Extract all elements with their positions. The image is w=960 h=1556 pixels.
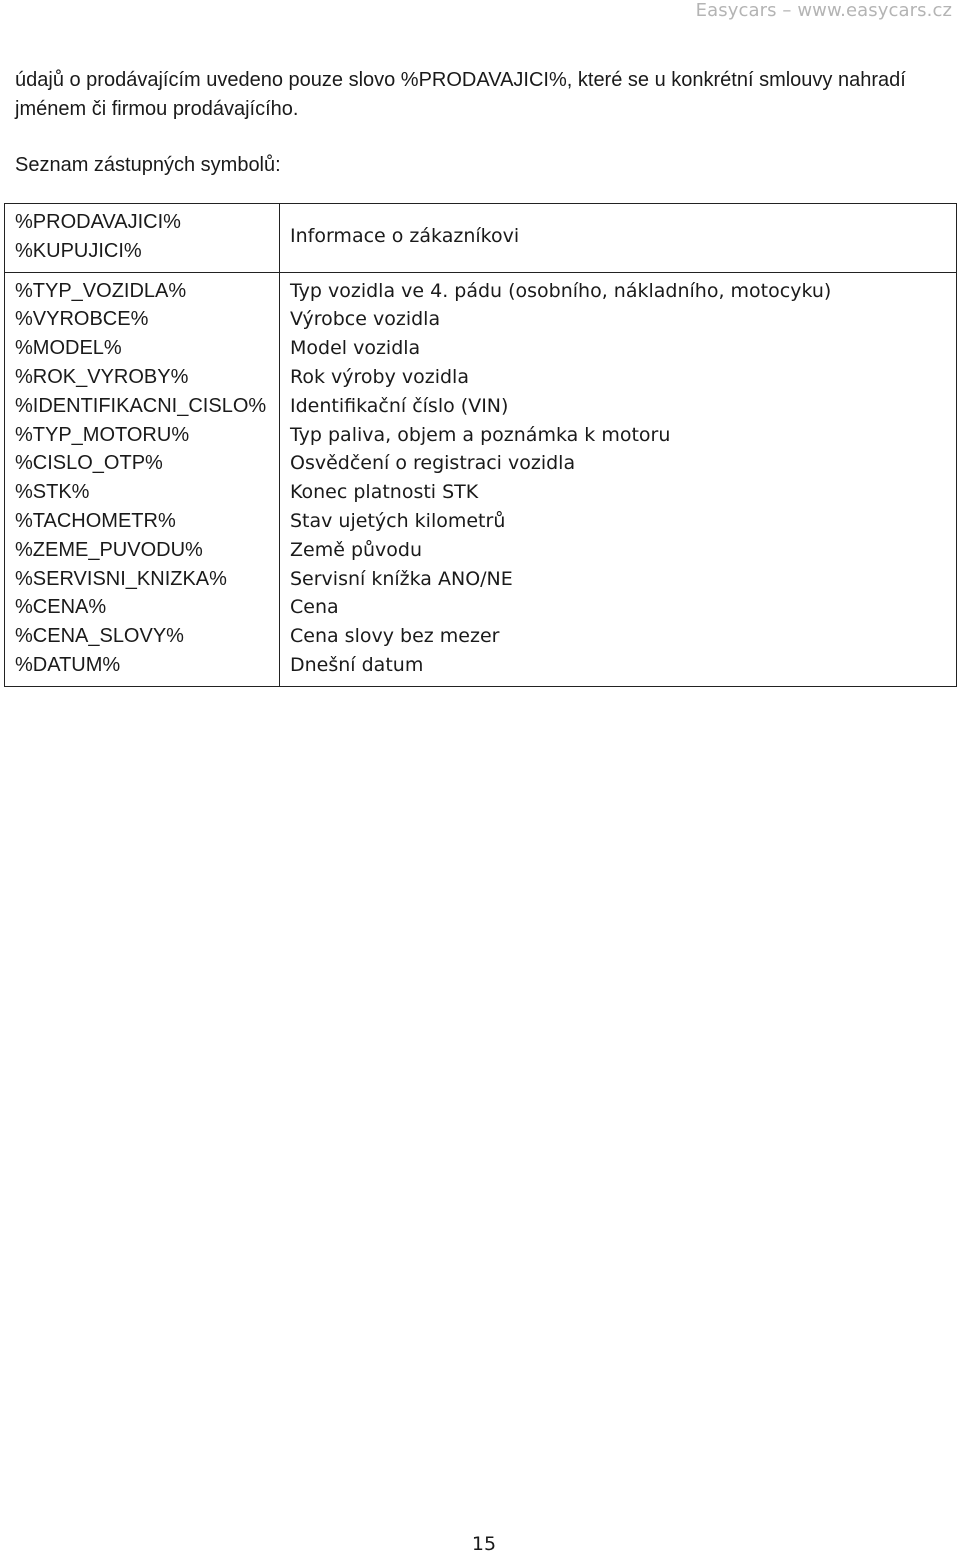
symbol-identifikacni-cislo: %IDENTIFIKACNI_CISLO% [15,394,267,417]
page-header: Easycars – www.easycars.cz [695,0,952,21]
description-servisni-knizka: Servisní knížka ANO/NE [290,567,513,590]
symbols-list-heading: Seznam zástupných symbolů: [15,154,281,176]
description-stk: Konec platnosti STK [290,481,479,504]
description-zeme-puvodu: Země původu [290,538,423,561]
description-tachometr: Stav ujetých kilometrů [290,509,506,532]
description-cell [280,272,957,686]
description-cislo-otp: Osvědčení o registraci vozidla [290,452,576,475]
symbol-cell [5,204,280,273]
table-row-prodavajici-kupujici [5,204,957,273]
table-row-vehicle-details [5,272,957,686]
symbol-typ-vozidla: %TYP_VOZIDLA% [15,279,187,302]
symbol-rok-vyroby: %ROK_VYROBY% [15,365,189,388]
symbol-cell [5,272,280,686]
description-customer-info: Informace o zákazníkovi [290,225,520,248]
description-cell [280,204,957,273]
symbol-model: %MODEL% [15,337,122,360]
symbol-zeme-puvodu: %ZEME_PUVODU% [15,538,203,561]
symbol-prodavajici: %PRODAVAJICI% [15,211,181,233]
description-rok-vyroby: Rok výroby vozidla [290,365,469,388]
description-typ-vozidla: Typ vozidla ve 4. pádu (osobního, nákladního, motocyku) [290,279,832,302]
intro-paragraph: údajů o prodávajícím uvedeno pouze slovo %PRODAVAJICI%, které se u konkrétní smlouvy nahradí jménem či firmou prodávajícího. [15,69,906,120]
description-model: Model vozidla [290,337,421,360]
symbols-table [4,203,957,687]
symbol-datum: %DATUM% [15,653,121,676]
symbol-cislo-otp: %CISLO_OTP% [15,452,163,475]
symbol-vyrobce: %VYROBCE% [15,308,149,331]
description-typ-motoru: Typ paliva, objem a poznámka k motoru [290,423,671,446]
description-cena-slovy: Cena slovy bez mezer [290,625,500,648]
symbol-typ-motoru: %TYP_MOTORU% [15,423,190,446]
symbol-kupujici: %KUPUJICI% [15,239,142,262]
description-datum: Dnešní datum [290,653,424,676]
symbol-cena-slovy: %CENA_SLOVY% [15,625,184,648]
description-vyrobce: Výrobce vozidla [290,308,441,331]
symbol-stk: %STK% [15,481,90,504]
symbol-servisni-knizka: %SERVISNI_KNIZKA% [15,567,227,590]
symbol-cena: %CENA% [15,596,107,619]
description-cena: Cena [290,596,339,619]
description-identifikacni-cislo: Identifikační číslo (VIN) [290,394,509,417]
page-number: 15 [471,1533,497,1555]
symbol-tachometr: %TACHOMETR% [15,509,176,532]
